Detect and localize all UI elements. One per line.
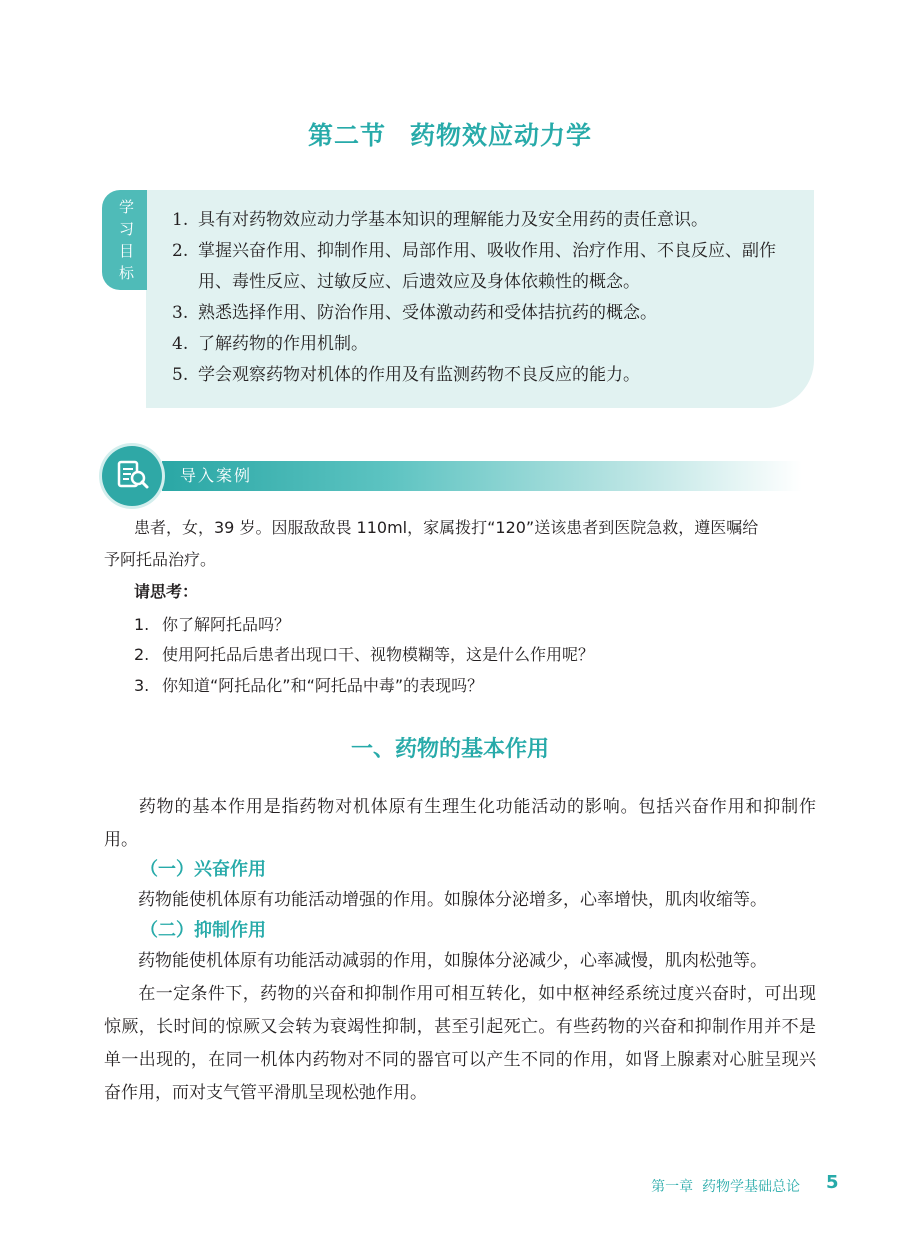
objective-item: 4. 了解药物的作用机制。 bbox=[172, 334, 368, 354]
case-study-icon bbox=[102, 446, 162, 506]
chapter-number: 第一章 bbox=[651, 1179, 694, 1195]
case-description bbox=[104, 512, 814, 576]
section-title bbox=[0, 116, 900, 152]
heading-basic-action: 一、药物的基本作用 bbox=[350, 737, 549, 762]
paragraph: 药物能使机体原有功能活动增强的作用。如腺体分泌增多，心率增快，肌肉收缩等。 bbox=[138, 890, 767, 910]
learning-objectives-tab bbox=[102, 190, 147, 290]
question-item: 3. 你知道“阿托品化”和“阿托品中毒”的表现吗？ bbox=[134, 676, 484, 695]
tab-char: 标 bbox=[118, 264, 134, 282]
footer-chapter bbox=[651, 1176, 800, 1196]
paragraph: 药物的基本作用是指药物对机体原有生理生化功能活动的影响。包括兴奋作用和抑制作用。 bbox=[104, 797, 816, 850]
chapter-title: 药物学基础总论 bbox=[702, 1179, 800, 1195]
objective-item: 3. 熟悉选择作用、防治作用、受体激动药和受体拮抗药的概念。 bbox=[172, 303, 657, 323]
page-number: 5 bbox=[826, 1172, 839, 1193]
think-label: 请思考： bbox=[134, 582, 199, 601]
subheading-excitation: （一）兴奋作用 bbox=[140, 859, 266, 880]
case-line: 予阿托品治疗。 bbox=[104, 550, 217, 569]
question-item: 1. 你了解阿托品吗？ bbox=[134, 615, 291, 634]
paragraph: 在一定条件下，药物的兴奋和抑制作用可相互转化，如中枢神经系统过度兴奋时，可出现惊厥，长时间的惊厥又会转为衰竭性抑制，甚至引起死亡。有些药物的兴奋和抑制作用并不是单一出现的，在同一机体内药物对不同的器官可以产生不同的作用，如肾上腺素对心脏呈现兴奋作用，而对支气管平滑肌呈现松弛作用。 bbox=[104, 984, 816, 1103]
tab-char: 习 bbox=[118, 220, 134, 238]
objective-item: 2. 掌握兴奋作用、抑制作用、局部作用、吸收作用、治疗作用、不良反应、副作用、毒性反应、过敏反应、后遗效应及身体依赖性的概念。 bbox=[172, 241, 776, 292]
objective-item: 5. 学会观察药物对机体的作用及有监测药物不良反应的能力。 bbox=[172, 365, 640, 385]
paragraph: 药物能使机体原有功能活动减弱的作用，如腺体分泌减少，心率减慢，肌肉松弛等。 bbox=[138, 951, 767, 971]
case-header-bar bbox=[162, 461, 802, 491]
subheading-inhibition: （二）抑制作用 bbox=[140, 920, 266, 941]
case-line: 患者，女，39 岁。因服敌敌畏 110ml，家属拨打“120”送该患者到医院急救，遵医嘱给 bbox=[134, 518, 759, 537]
question-item: 2. 使用阿托品后患者出现口干、视物模糊等，这是什么作用呢？ bbox=[134, 645, 595, 664]
tab-char: 目 bbox=[118, 242, 134, 260]
objectives-list bbox=[172, 205, 802, 391]
tab-char: 学 bbox=[118, 198, 134, 216]
section-number: 第二节 bbox=[307, 121, 386, 150]
objective-item: 1. 具有对药物效应动力学基本知识的理解能力及安全用药的责任意识。 bbox=[172, 210, 708, 230]
section-name: 药物效应动力学 bbox=[410, 121, 593, 150]
case-header-label: 导入案例 bbox=[180, 466, 253, 485]
